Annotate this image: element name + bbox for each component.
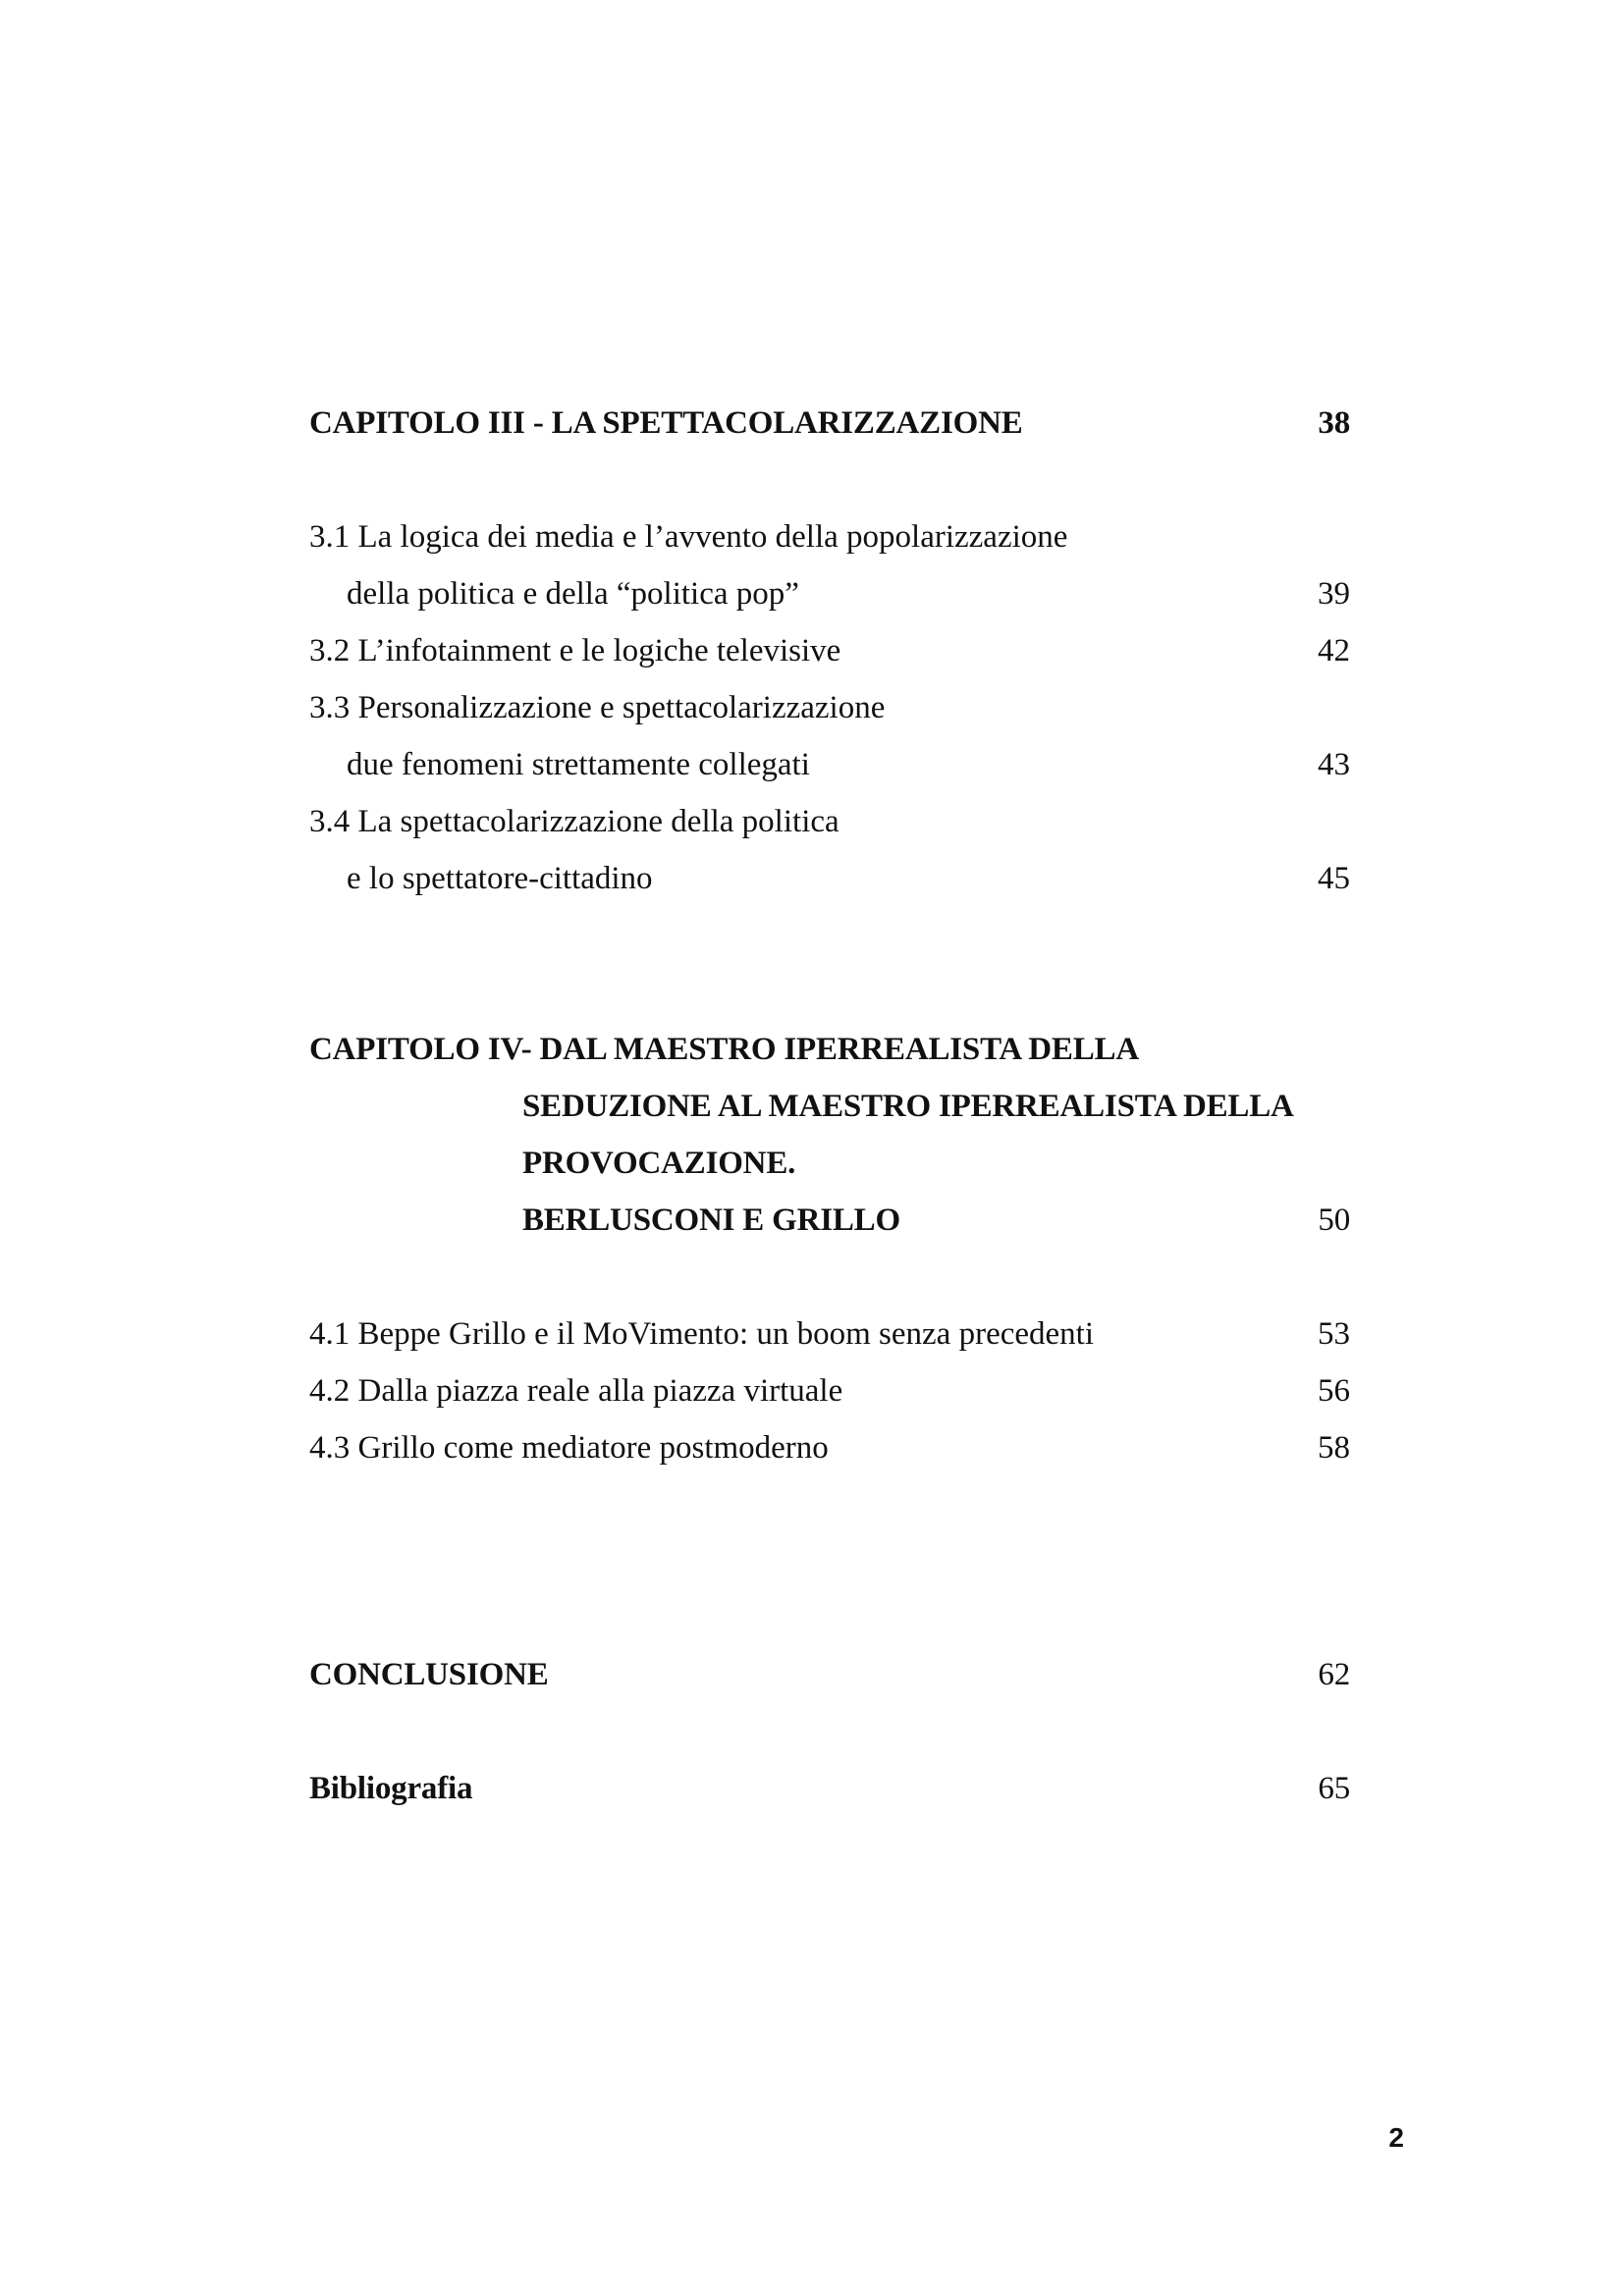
toc-chapter-3-page: 38 [1318, 405, 1350, 441]
toc-3-4-title-line2: e lo spettatore-cittadino [347, 861, 653, 896]
toc-entry-4-1 [309, 1306, 1350, 1362]
toc-3-1-title-line2: della politica e della “politica pop” [347, 576, 799, 612]
toc-entry-chapter-4-line2 [522, 1078, 1350, 1135]
toc-entry-chapter-3 [309, 395, 1350, 452]
toc-3-2-page: 42 [1318, 633, 1350, 668]
toc-chapter-3-title: CAPITOLO III - LA SPETTACOLARIZZAZIONE [309, 405, 1023, 441]
toc-entry-chapter-4-line1 [309, 1021, 1350, 1078]
toc-entry-3-4-line1 [309, 793, 1350, 850]
toc-chapter-4-title-line4: BERLUSCONI E GRILLO [522, 1202, 900, 1238]
toc-entry-3-4-line2 [347, 850, 1350, 907]
toc-4-2-title: 4.2 Dalla piazza reale alla piazza virtuale [309, 1373, 843, 1409]
toc-chapter-4-title-line3: PROVOCAZIONE. [522, 1146, 796, 1181]
toc-entry-3-3-line1 [309, 679, 1350, 736]
toc-conclusion-title: CONCLUSIONE [309, 1657, 549, 1692]
toc-entry-3-2 [309, 622, 1350, 679]
toc-entry-3-1-line1 [309, 508, 1350, 565]
toc-3-1-page: 39 [1318, 576, 1350, 612]
toc-entry-4-3 [309, 1419, 1350, 1476]
toc-4-3-page: 58 [1318, 1430, 1350, 1466]
toc-4-3-title: 4.3 Grillo come mediatore postmoderno [309, 1430, 829, 1466]
toc-entry-chapter-4-line4 [522, 1192, 1350, 1249]
toc-4-2-page: 56 [1318, 1373, 1350, 1409]
toc-entry-4-2 [309, 1362, 1350, 1419]
toc-conclusion-page: 62 [1318, 1657, 1350, 1692]
toc-3-1-title-line1: 3.1 La logica dei media e l’avvento della popolarizzazione [309, 519, 1068, 555]
toc-entry-chapter-4-line3 [522, 1135, 1350, 1192]
toc-3-3-title-line2: due fenomeni strettamente collegati [347, 747, 810, 782]
toc-bibliography-title: Bibliografia [309, 1771, 473, 1806]
toc-3-3-page: 43 [1318, 747, 1350, 782]
toc-4-1-page: 53 [1318, 1316, 1350, 1352]
toc-3-3-title-line1: 3.3 Personalizzazione e spettacolarizzazione [309, 690, 886, 725]
toc-3-4-page: 45 [1318, 861, 1350, 896]
toc-chapter-4-title-line2: SEDUZIONE AL MAESTRO IPERREALISTA DELLA [522, 1089, 1294, 1124]
page-number: 2 [1388, 2122, 1404, 2153]
toc-bibliography-page: 65 [1318, 1771, 1350, 1806]
toc-entry-3-1-line2 [347, 565, 1350, 622]
toc-chapter-4-title-line1: CAPITOLO IV- DAL MAESTRO IPERREALISTA DELLA [309, 1032, 1139, 1067]
toc-chapter-4-page: 50 [1318, 1202, 1350, 1238]
toc-3-2-title: 3.2 L’infotainment e le logiche televisive [309, 633, 841, 668]
toc-entry-conclusion [309, 1646, 1350, 1703]
toc-entry-3-3-line2 [347, 736, 1350, 793]
toc-4-1-title: 4.1 Beppe Grillo e il MoVimento: un boom senza precedenti [309, 1316, 1094, 1352]
toc-3-4-title-line1: 3.4 La spettacolarizzazione della politica [309, 804, 839, 839]
toc-entry-bibliography [309, 1760, 1350, 1817]
